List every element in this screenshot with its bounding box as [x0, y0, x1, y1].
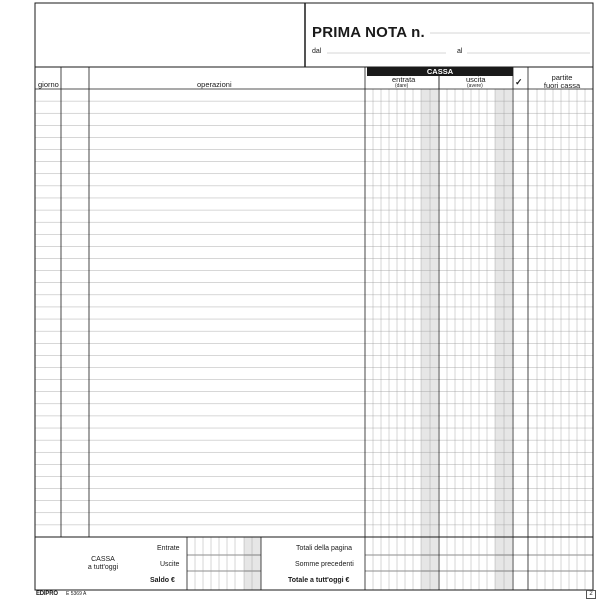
- balance-label: Saldo €: [150, 577, 175, 584]
- from-date-label: dal: [312, 48, 322, 55]
- column-subheader-cash-out: (avere): [467, 83, 483, 89]
- column-header-non-cash: partite fuori cassa: [543, 73, 581, 90]
- column-header-operations: operazioni: [197, 80, 232, 89]
- cents-shade-1: [495, 89, 512, 590]
- page-totals-label: Totali della pagina: [296, 545, 353, 552]
- outflows-label: Uscite: [160, 561, 180, 568]
- form-code: E 5369 A: [66, 591, 87, 597]
- total-today-label: Totale a tutt'oggi €: [288, 577, 350, 584]
- cents-shade-0: [421, 89, 438, 590]
- cash-section-header: CASSA: [367, 67, 513, 76]
- column-header-cash-out: uscita: [466, 75, 486, 84]
- column-subheader-cash-in: (dare): [395, 83, 409, 89]
- cash-today-label: CASSA a tutt'oggi: [87, 556, 119, 571]
- column-header-day: giorno: [38, 80, 59, 89]
- to-date-label: al: [457, 48, 463, 55]
- form-title: PRIMA NOTA n.: [312, 24, 425, 41]
- column-header-cash-in: entrata: [392, 75, 416, 84]
- brand-logo: EDIPRO: [36, 591, 58, 597]
- page-number-badge: 2: [586, 590, 596, 599]
- previous-sums-label: Somme precedenti: [295, 561, 354, 568]
- income-label: Entrate: [157, 545, 180, 552]
- footer-cents-shade: [244, 537, 261, 590]
- check-mark-icon: ✓: [515, 77, 523, 87]
